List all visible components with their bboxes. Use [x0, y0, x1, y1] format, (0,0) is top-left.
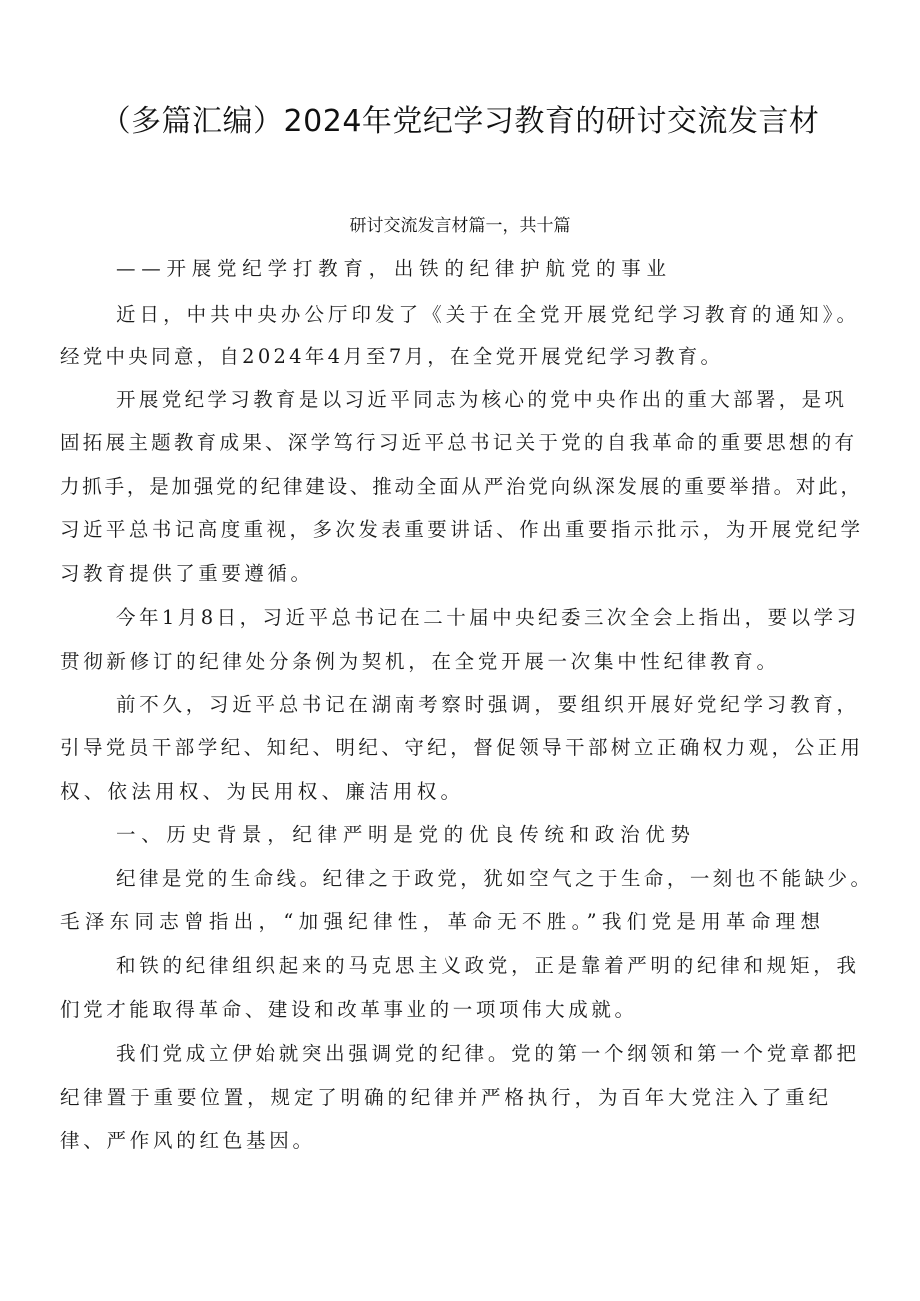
paragraph-line: 经党中央同意，自2024年4月至7月，在全党开展党纪学习教育。 [60, 345, 724, 368]
section-heading: 研讨交流发言材篇一，共十篇 [349, 216, 571, 236]
paragraph-line: 毛泽东同志曾指出，“加强纪律性，革命无不胜。”我们党是用革命理想 [60, 910, 826, 933]
paragraph-line: 和铁的纪律组织起来的马克思主义政党，正是靠着严明的纪律和规矩，我 [116, 954, 860, 977]
paragraph-line: 今年1月8日，习近平总书记在二十届中央纪委三次全会上指出，要以学习 [116, 606, 860, 629]
paragraph-line: 固拓展主题教育成果、深学笃行习近平总书记关于党的自我革命的重要思想的有 [60, 431, 858, 454]
paragraph-line: 纪律是党的生命线。纪律之于政党，犹如空气之于生命，一刻也不能缺少。 [116, 867, 874, 890]
paragraph-line: 开展党纪学习教育是以习近平同志为核心的党中央作出的重大部署，是巩 [116, 388, 848, 411]
paragraph-line: 引导党员干部学纪、知纪、明纪、守纪，督促领导干部树立正确权力观，公正用 [60, 736, 864, 759]
paragraph-line: 习教育提供了重要遵循。 [60, 562, 314, 585]
paragraph-line: 们党才能取得革命、建设和改革事业的一项项伟大成就。 [60, 998, 638, 1021]
paragraph-line: 权、依法用权、为民用权、廉洁用权。 [60, 780, 465, 803]
paragraph-line: ——开展党纪学打教育，出铁的纪律护航党的事业 [116, 257, 672, 280]
paragraph-line: 近日，中共中央办公厅印发了《关于在全党开展党纪学习教育的通知》。 [116, 303, 861, 326]
paragraph-line: 一、历史背景，纪律严明是党的优良传统和政治优势 [116, 823, 696, 846]
paragraph-line: 力抓手，是加强党的纪律建设、推动全面从严治党向纵深发展的重要举措。对此， [60, 475, 863, 498]
paragraph-line: 我们党成立伊始就突出强调党的纪律。党的第一个纲领和第一个党章都把 [116, 1042, 860, 1065]
paragraph-line: 纪律置于重要位置，规定了明确的纪律并严格执行，为百年大党注入了重纪 [60, 1086, 832, 1109]
paragraph-line: 前不久，习近平总书记在湖南考察时强调，要组织开展好党纪学习教育， [116, 693, 860, 716]
document-title: （多篇汇编）2024年党纪学习教育的研讨交流发言材 [100, 104, 820, 139]
paragraph-line: 贯彻新修订的纪律处分条例为契机，在全党开展一次集中性纪律教育。 [60, 650, 780, 673]
paragraph-line: 习近平总书记高度重视，多次发表重要讲话、作出重要指示批示，为开展党纪学 [60, 518, 864, 541]
paragraph-line: 律、严作风的红色基因。 [60, 1129, 316, 1152]
